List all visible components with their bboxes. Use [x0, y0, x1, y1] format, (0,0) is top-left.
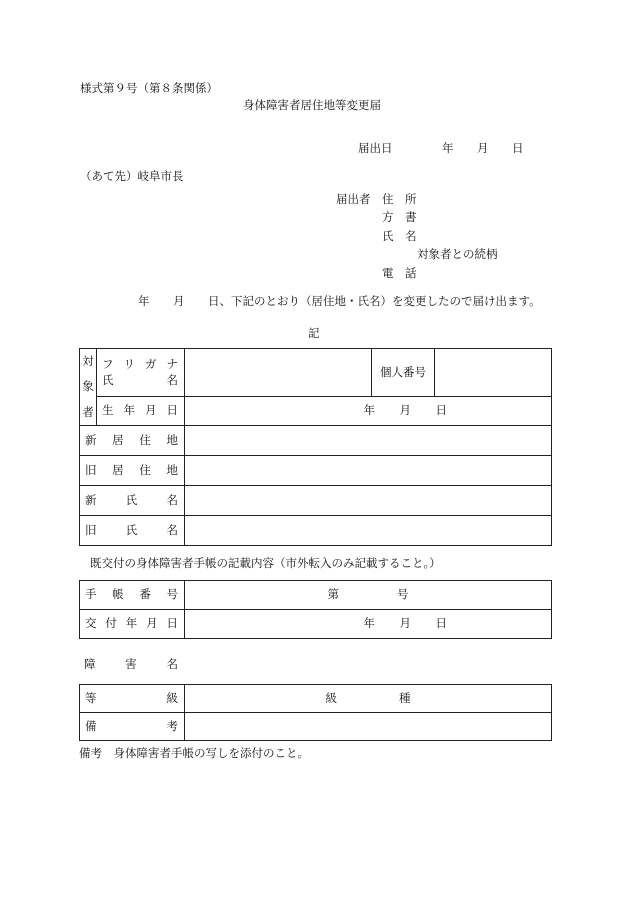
submitter-phone-label: 電 話 — [382, 266, 417, 280]
name-char: 氏 — [102, 373, 114, 387]
handbook-table — [79, 580, 552, 639]
grade-table — [79, 684, 552, 741]
handbook-number-label — [80, 581, 185, 610]
birth-year-unit: 年 — [363, 403, 375, 418]
issue-date-field[interactable] — [185, 610, 552, 639]
birth-label-char: 年 — [123, 403, 135, 418]
number-suffix: 号 — [397, 587, 409, 602]
statement-year: 年 — [138, 294, 150, 308]
submit-date-day: 日 — [512, 141, 524, 155]
label-char: 住 — [139, 462, 151, 477]
submitter-name-label: 氏 名 — [382, 229, 417, 243]
label-char: 名 — [166, 492, 178, 507]
label-char: 旧 — [85, 522, 97, 537]
individual-number-label: 個人番号 — [372, 349, 435, 397]
furigana-name-label — [97, 349, 185, 397]
submit-date-label: 届出日 — [358, 141, 393, 155]
new-address-label — [80, 426, 185, 456]
ki-label: 記 — [308, 326, 320, 340]
submitter-address-label: 住 所 — [382, 192, 417, 206]
issue-date-label — [80, 610, 185, 639]
label-char: 新 — [85, 492, 97, 507]
birth-day-unit: 日 — [435, 403, 447, 418]
label-char: 氏 — [125, 522, 138, 537]
furigana-char: ガ — [145, 356, 157, 371]
addressee: （あて先）岐阜市長 — [80, 169, 184, 183]
grade-field[interactable] — [185, 685, 552, 713]
old-address-label — [80, 456, 185, 486]
label-char: 障 — [84, 657, 96, 671]
label-char: 氏 — [125, 492, 138, 507]
number-prefix: 第 — [327, 587, 339, 602]
remarks-label — [80, 713, 185, 741]
label-char: 号 — [166, 587, 178, 602]
label-char: 月 — [146, 616, 158, 631]
label-char: 地 — [166, 432, 178, 447]
furigana-name-field[interactable] — [185, 349, 372, 397]
grade-unit: 級 — [325, 690, 337, 705]
label-char: 級 — [166, 690, 178, 705]
form-number: 様式第９号（第８条関係） — [80, 81, 218, 95]
group-char: 対 — [82, 353, 94, 368]
birth-label-char: 日 — [166, 403, 178, 418]
furigana-char: リ — [123, 356, 135, 371]
old-address-field[interactable] — [185, 456, 552, 486]
grade-label — [80, 685, 185, 713]
label-char: 日 — [166, 616, 178, 631]
new-name-label — [80, 486, 185, 516]
type-unit: 種 — [399, 690, 411, 705]
furigana-char: フ — [102, 356, 114, 371]
issued-note: 既交付の身体障害者手帳の記載内容（市外転入のみ記載すること。） — [90, 556, 441, 570]
birth-date-label — [97, 397, 185, 426]
label-char: 番 — [139, 587, 151, 602]
label-char: 居 — [112, 432, 124, 447]
issue-day-unit: 日 — [435, 616, 447, 631]
statement-month: 月 — [173, 294, 185, 308]
group-char: 者 — [82, 404, 94, 419]
birth-label-char: 月 — [145, 403, 157, 418]
form-title: 身体障害者居住地等変更届 — [243, 98, 381, 112]
label-char: 名 — [166, 522, 178, 537]
submit-date-year: 年 — [442, 141, 454, 155]
submit-date-month: 月 — [477, 141, 489, 155]
label-char: 帳 — [112, 587, 124, 602]
label-char: 付 — [105, 616, 117, 631]
handbook-number-field[interactable] — [185, 581, 552, 610]
furigana-char: ナ — [166, 356, 178, 371]
label-char: 害 — [125, 657, 137, 671]
remarks-field[interactable] — [185, 713, 552, 741]
submitter-label: 届出者 — [336, 192, 371, 206]
submitter-relationship-label: 対象者との続柄 — [417, 247, 498, 261]
label-char: 地 — [166, 462, 178, 477]
birth-label-char: 生 — [102, 403, 114, 418]
group-char: 象 — [82, 379, 94, 394]
birth-date-field[interactable] — [185, 397, 552, 426]
individual-number-field[interactable] — [435, 349, 552, 397]
old-name-label — [80, 516, 185, 546]
statement-text: 日、下記のとおり（居住地・氏名）を変更したので届け出ます。 — [208, 294, 541, 308]
label-char: 旧 — [85, 462, 97, 477]
label-char: 名 — [166, 657, 178, 671]
birth-month-unit: 月 — [399, 403, 411, 418]
footnote: 備考 身体障害者手帳の写しを添付のこと。 — [79, 746, 309, 760]
label-char: 交 — [85, 616, 97, 631]
label-char: 新 — [85, 432, 97, 447]
new-name-field[interactable] — [185, 486, 552, 516]
new-address-field[interactable] — [185, 426, 552, 456]
label-char: 居 — [112, 462, 124, 477]
subject-table — [79, 348, 552, 546]
label-char: 手 — [85, 587, 97, 602]
issue-month-unit: 月 — [399, 616, 411, 631]
label-char: 備 — [85, 718, 97, 733]
old-name-field[interactable] — [185, 516, 552, 546]
subject-group-label — [80, 349, 97, 426]
submitter-careof-label: 方 書 — [382, 210, 417, 224]
label-char: 等 — [85, 690, 97, 705]
issue-year-unit: 年 — [363, 616, 375, 631]
disability-name-label — [84, 659, 178, 671]
name-char: 名 — [166, 373, 178, 387]
label-char: 住 — [139, 432, 151, 447]
label-char: 考 — [166, 718, 178, 733]
label-char: 年 — [125, 616, 138, 631]
